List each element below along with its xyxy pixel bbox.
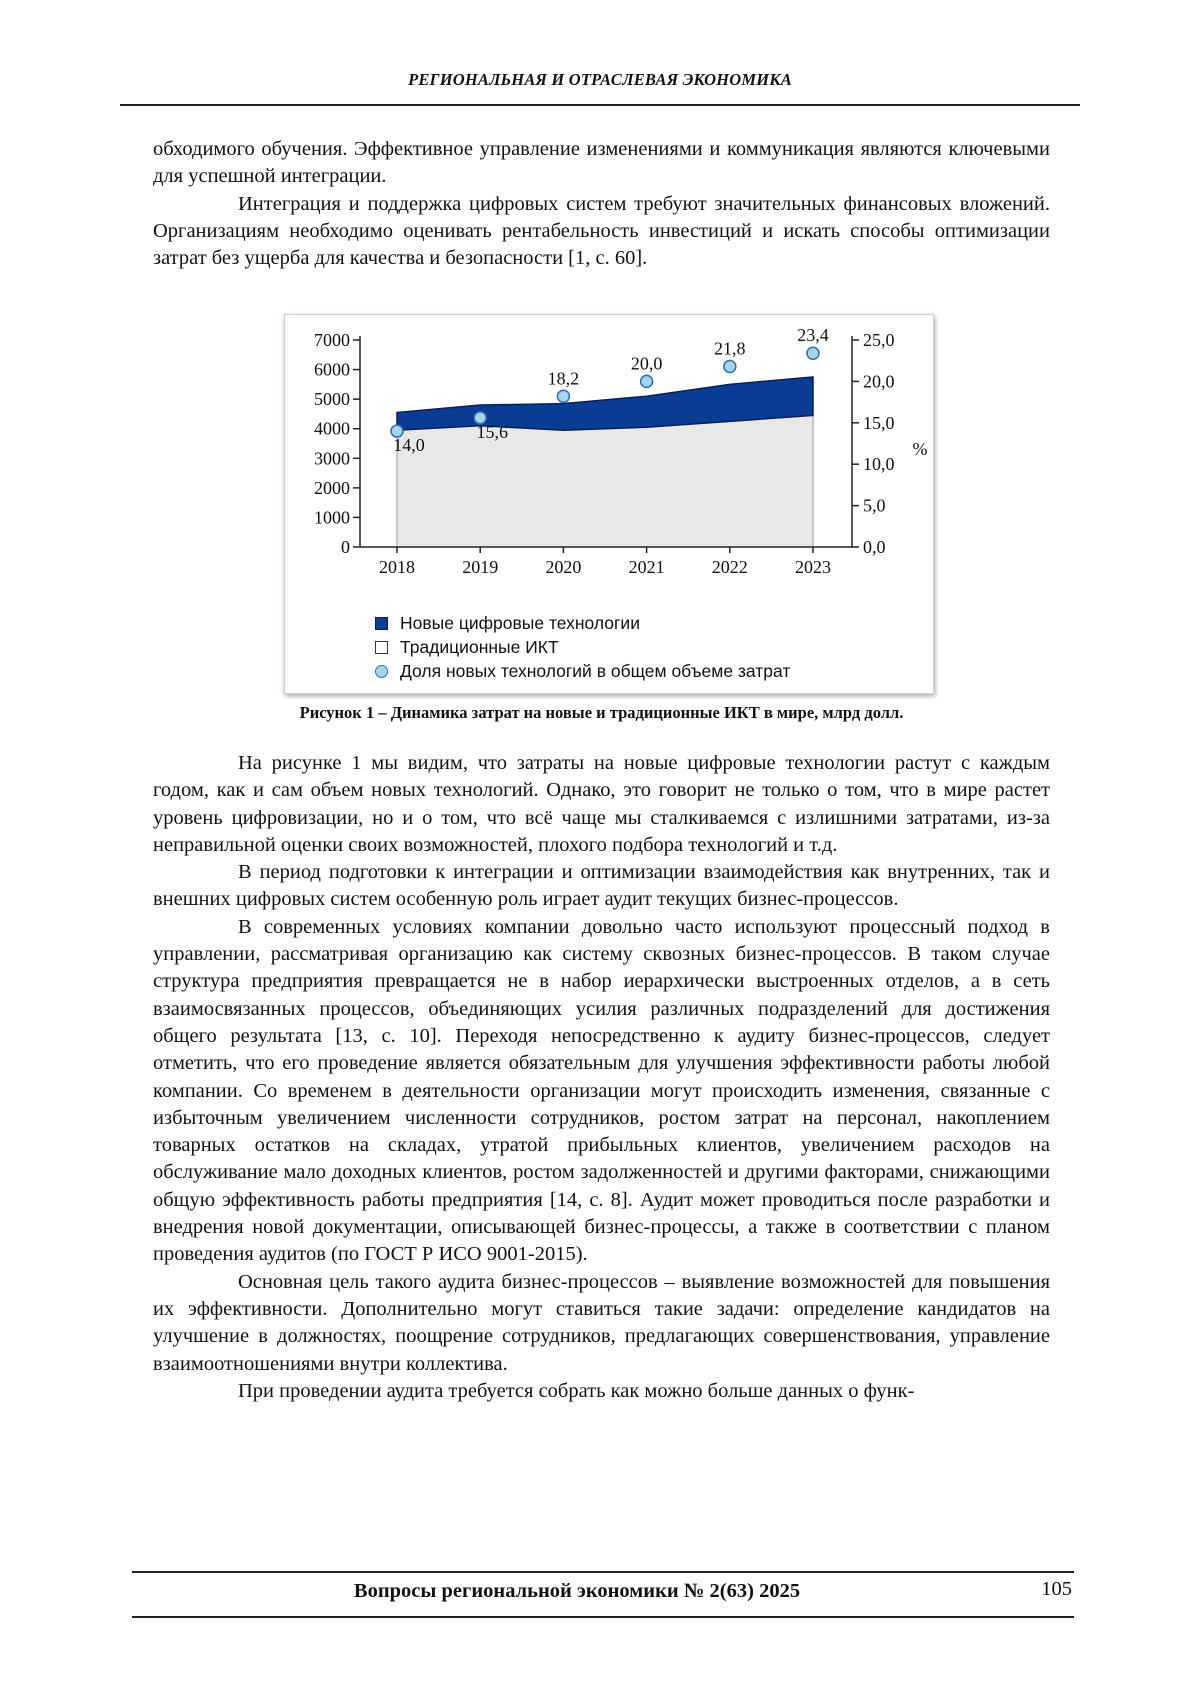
paragraph: В современных условиях компании довольно часто используют процессный подход в управлении, рассматривая организацию как систему сквозных бизнес-процессов. В таком случае структура предприятия превращается не в набор иерархически выстроенных отделов, а в сеть взаимосвязанных процессов, объединяющих усилия различных подразделений для достижения общего результата [13, с. 10]. Переходя непосредственно к аудиту бизнес-процессов, следует отметить, что его проведение является обязательным для улучшения эффективности работы любой компании. Со временем в деятельности организации могут происходить изменения, связанные с избыточным увеличением численности сотрудников, ростом затрат на персонал, накоплением товарных остатков на складах, утратой прибыльных клиентов, увеличением расходов на обслуживание мало доходных клиентов, ростом задолженностей и другими факторами, снижающими общую эффективность работы предприятия [14, с. 8]. Аудит может проводиться после разработки и внедрения новой документации, описывающей бизнес-процессы, а также в соответствии с планом проведения аудитов (по ГОСТ Р ИСО 9001-2015). [153,915,1050,1266]
running-header: РЕГИОНАЛЬНАЯ И ОТРАСЛЕВАЯ ЭКОНОМИКА [408,70,792,89]
paragraph: В период подготовки к интеграции и оптимизации взаимодействия как внутренних, так и внешних цифровых систем особенную роль играет аудит текущих бизнес-процессов. [153,861,1050,911]
figure-1 [284,314,934,694]
right-axis-tick-label: 25,0 [863,330,895,350]
x-axis-tick-label: 2021 [628,557,665,577]
left-axis-tick-label: 1000 [314,507,350,528]
paragraph: обходимого обучения. Эффективное управление изменениями и коммуникация являются ключевыми для успешной интеграции. [153,138,1050,188]
share-data-label: 20,0 [630,353,663,374]
journal-title: Вопросы региональной экономики № 2(63) 2025 [353,1580,801,1602]
legend-item-traditional [375,635,790,659]
legend-swatch-new [375,617,388,630]
right-axis-tick-label: 20,0 [863,371,895,392]
body-text-bottom [153,750,1050,1405]
right-axis-tick-label: 10,0 [863,454,895,475]
right-axis-label: % [912,439,928,459]
share-point [724,360,736,372]
legend-label: Новые цифровые технологии [400,613,640,633]
share-data-label: 21,8 [714,338,746,359]
paragraph: Основная цель такого аудита бизнес-процессов – выявление возможностей для повышения их эффективности. Дополнительно могут ставиться такие задачи: определение кандидатов на улучшение в должностях, поощрение сотрудников, предлагающих совершенствования, управление взаимоотношениями внутри коллектива. [153,1270,1050,1375]
x-axis-tick-label: 2020 [545,557,582,577]
footer-rule-bottom [132,1616,1074,1618]
x-axis-tick-label: 2018 [379,557,415,577]
share-data-label: 15,6 [476,421,508,442]
figure-caption: Рисунок 1 – Динамика затрат на новые и традиционные ИКТ в мире, млрд долл. [299,703,904,722]
paragraph: На рисунке 1 мы видим, что затраты на новые цифровые технологии растут с каждым годом, как и сам объем новых технологий. Однако, это говорит не только о том, что в мире растет уровень цифровизации, но и о том, что всё чаще мы сталкиваемся с излишними затратами, из-за неправильной оценки своих возможностей, плохого подбора технологий и т.д. [153,752,1050,856]
x-axis-tick-label: 2023 [795,557,831,577]
left-axis-tick-label: 5000 [314,389,350,410]
left-axis-tick-label: 7000 [314,330,350,350]
share-point [641,375,653,387]
share-data-label: 23,4 [797,325,829,346]
x-axis-tick-label: 2019 [462,557,499,577]
paragraph: Интеграция и поддержка цифровых систем требуют значительных финансовых вложений. Организациям необходимо оценивать рентабельность инвестиций и искать способы оптимизации затрат без ущерба для качества и безопасности [1, с. 60]. [153,192,1050,270]
x-axis-tick-label: 2022 [711,557,748,577]
right-axis-tick-label: 15,0 [863,412,895,433]
legend-label: Традиционные ИКТ [400,637,559,657]
left-axis-tick-label: 6000 [314,359,350,380]
footer-rule-top [132,1571,1074,1573]
area-traditional-ict [397,415,813,547]
legend-item-new [375,611,790,635]
legend-item-share [375,659,790,683]
left-axis-tick-label: 4000 [314,418,350,439]
header-rule [120,104,1080,106]
page-number: 105 [1041,1578,1072,1600]
legend-label: Доля новых технологий в общем объеме затрат [400,661,791,681]
left-axis-tick-label: 2000 [314,477,350,498]
right-axis-tick-label: 5,0 [863,495,886,516]
legend-swatch-traditional [375,641,388,654]
right-axis-tick-label: 0,0 [863,537,886,557]
share-data-label: 14,0 [393,435,425,456]
share-point [807,347,819,359]
left-axis-tick-label: 0 [341,537,350,557]
share-point [557,390,569,402]
body-text-top [153,136,1050,272]
legend-swatch-share [375,665,388,678]
left-axis-tick-label: 3000 [314,448,350,469]
paragraph: При проведении аудита требуется собрать как можно больше данных о функ- [238,1379,915,1402]
chart-legend [375,611,790,683]
share-data-label: 18,2 [547,368,580,389]
